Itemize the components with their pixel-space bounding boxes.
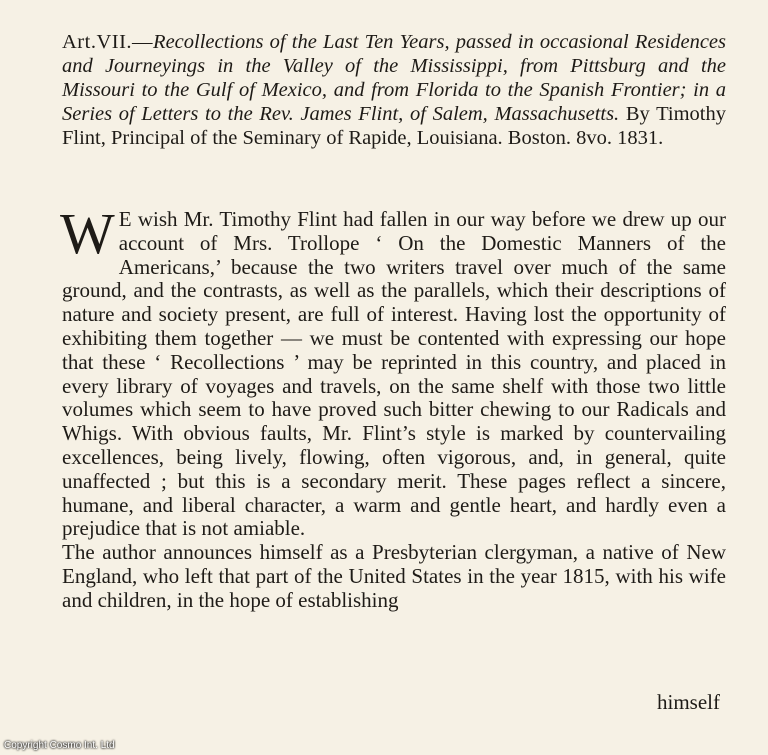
paragraph-1: [60, 201, 726, 541]
copyright-watermark: Copyright Cosmo Int. Ltd: [4, 740, 115, 751]
paragraph-2: [62, 541, 726, 612]
drop-cap: W: [60, 201, 115, 266]
paragraph-1-text: E wish Mr. Timothy Flint had fallen in our way before we drew up our account of Mrs. Trollope ‘ On the Domestic Manners of the Americans,’ because the two writers travel over much of the same ground, and the contrasts, as well as the parallels, which their descriptions of nature and society present, are full of interest. Having lost the opportunity of exhibiting them together — we must be contented with expressing our hope that these ‘ Recollections ’ may be reprinted in this country, and placed in every library of voyages and travels, on the same shelf with those two little volumes which seem to have proved such bitter chewing to our Radicals and Whigs. With obvious faults, Mr. Flint’s style is marked by countervailing excellences, being lively, flowing, often vigorous, and, in general, quite unaffected ; but this is a secondary merit. These pages reflect a sincere, humane, and liberal character, a warm and gentle heart, and hardly even a prejudice that is not amiable.: [62, 207, 726, 541]
article-heading: [62, 30, 726, 150]
article-byline: By Timothy Flint, Principal of the Seminary of Rapide, Louisiana. Boston. 8vo. 1831.: [62, 103, 726, 149]
article-body: [60, 201, 726, 613]
paragraph-2-text: The author announces himself as a Presbyterian clergyman, a native of New England, who left that part of the United States in the year 1815, with his wife and children, in the hope of establishing: [62, 540, 726, 612]
article-label: Art.VII.—: [62, 31, 154, 53]
article-title: Recollections of the Last Ten Years, passed in occasional Residences and Journeyings in the Valley of the Mississippi, from Pittsburg and the Missouri to the Gulf of Mexico, and from Florida to the Spanish Frontier; in a Series of Letters to the Rev. James Flint, of Salem, Massachusetts.: [62, 31, 726, 125]
catchword: himself: [657, 690, 720, 714]
